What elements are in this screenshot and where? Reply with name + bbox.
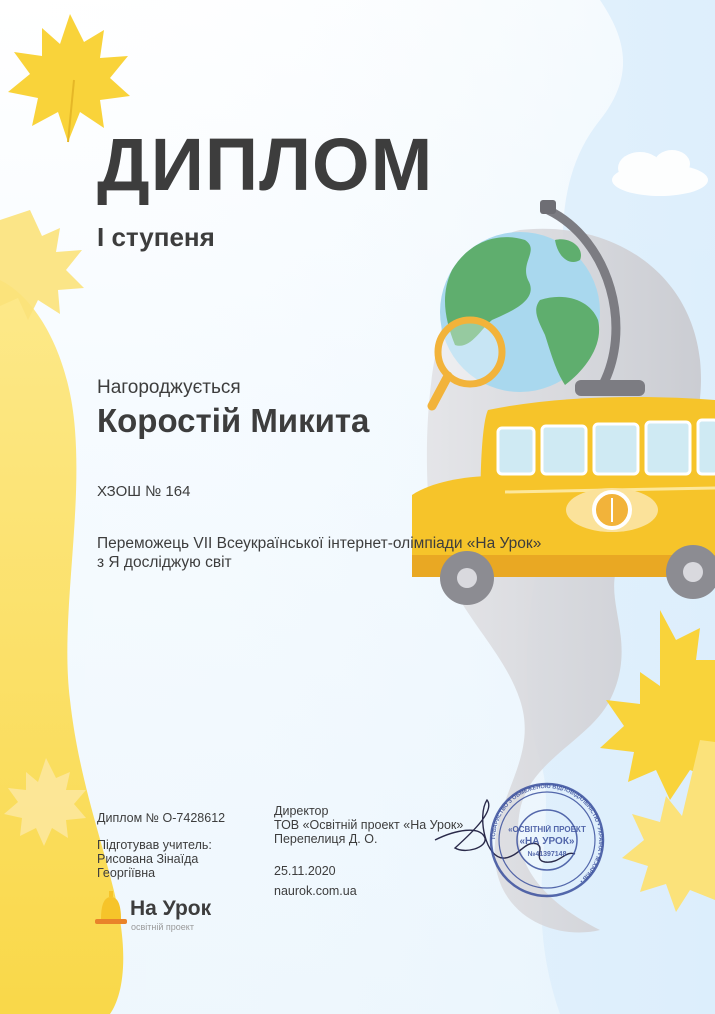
recipient-name: Коростій Микита [97, 402, 370, 439]
stamp-center-line-1: «ОСВІТНІЙ ПРОЕКТ [508, 825, 586, 834]
issue-date: 25.11.2020 [274, 864, 336, 878]
stamp-ring-text: ТОВАРИСТВО З ОБМЕЖЕНОЮ ВІДПОВІДАЛЬНІСТЮ • УКРАЇНА • М.ХАРКІВ • [490, 783, 604, 884]
stamp-code: №41397148 [527, 851, 567, 858]
bell-icon [93, 889, 129, 929]
stamp-and-signature [425, 770, 625, 900]
director-name: Перепелиця Д. О. [274, 832, 378, 846]
website-link[interactable]: naurok.com.ua [274, 884, 357, 898]
awarded-label: Нагороджується [97, 377, 241, 398]
achievement-text [97, 534, 657, 572]
director-role: Директор [274, 804, 329, 818]
diploma-number: Диплом № О-7428612 [97, 811, 226, 825]
achievement-line-2: з Я досліджую світ [97, 554, 232, 571]
teacher-name-line-1: Рисована Зінаїда [97, 852, 199, 866]
director-organization: ТОВ «Освітній проект «На Урок» [274, 818, 464, 832]
logo-subtitle: освітній проект [131, 922, 194, 932]
teacher-name-line-2: Георгіївна [97, 866, 156, 880]
diploma-title: ДИПЛОМ [97, 123, 434, 206]
teacher-label: Підготував учитель: [97, 838, 212, 852]
stamp-seal [491, 784, 604, 896]
diploma-degree: I ступеня [97, 222, 215, 252]
logo-name: На Урок [130, 897, 212, 920]
achievement-line-1: Переможець VII Всеукраїнської інтернет-олімпіади «На Урок» [97, 535, 542, 552]
teacher-block [97, 838, 267, 880]
stamp-center-line-2: «НА УРОК» [519, 836, 575, 847]
school-name: ХЗОШ № 164 [97, 483, 191, 500]
